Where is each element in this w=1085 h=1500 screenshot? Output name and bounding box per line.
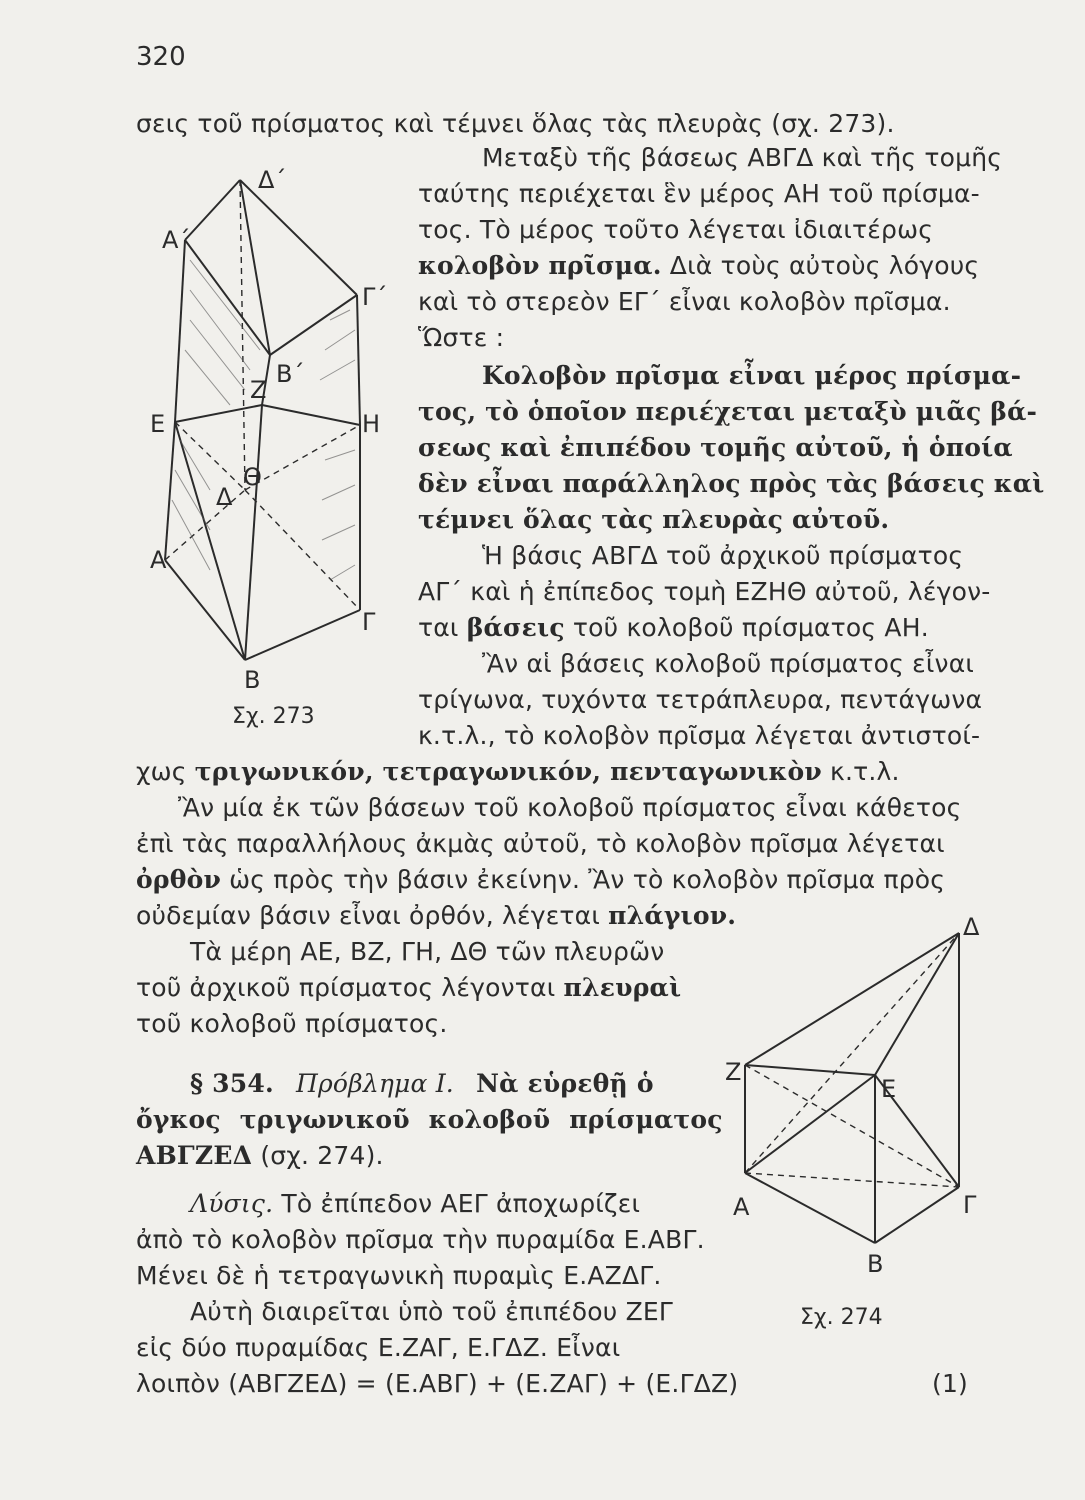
para3-line-2: τρίγωνα, τυχόντα τετράπλευρα, πεντάγωνα bbox=[418, 685, 983, 714]
section-number: § 354. bbox=[190, 1069, 274, 1098]
para3-line-4-a: χως bbox=[136, 757, 195, 786]
text-line-3: ταύτης περιέχεται ἓν μέρος ΑΗ τοῦ πρίσμα- bbox=[418, 179, 980, 208]
definition-line-1: Κολοβὸν πρῖσμα εἶναι μέρος πρίσμα- bbox=[482, 361, 1022, 390]
fig273-label-Z: Ζ bbox=[250, 376, 267, 404]
fig-ref: (σχ. 274). bbox=[252, 1141, 384, 1170]
fig273-label-Th: Θ bbox=[243, 463, 262, 491]
fig274-label-E: Ε bbox=[881, 1075, 897, 1103]
fig273-label-G: Γ bbox=[362, 608, 376, 636]
text-line-1: σεις τοῦ πρίσματος καὶ τέμνει ὅλας τὰς πλευρὰς (σχ. 273). bbox=[136, 109, 895, 138]
page-number: 320 bbox=[136, 42, 186, 72]
para4-line-4 bbox=[136, 900, 736, 932]
para2-line-3-a: ται bbox=[418, 613, 467, 642]
fig274-label-B: Β bbox=[867, 1250, 884, 1278]
definition-line-5: τέμνει ὅλας τὰς πλευρὰς αὐτοῦ. bbox=[418, 505, 890, 534]
para4-line-1: Ἂν μία ἐκ τῶν βάσεων τοῦ κολοβοῦ πρίσματος εἶναι κάθετος bbox=[178, 793, 962, 822]
para5-line-2 bbox=[136, 972, 681, 1004]
para3-line-1: Ἂν αἱ βάσεις κολοβοῦ πρίσματος εἶναι bbox=[482, 649, 975, 678]
text-line-2: Μεταξὺ τῆς βάσεως ΑΒΓΔ καὶ τῆς τομῆς bbox=[482, 143, 1003, 172]
term-kolovon-prisma: κολοβὸν πρῖσμα. bbox=[418, 251, 662, 280]
fig273-label-G1: Γ΄ bbox=[362, 283, 388, 311]
solution-line-5: εἰς δύο πυραμίδας Ε.ΖΑΓ, Ε.ΓΔΖ. Εἶναι bbox=[136, 1333, 621, 1362]
solution-line-3: Μένει δὲ ἡ τετραγωνικὴ πυραμὶς Ε.ΑΖΔΓ. bbox=[136, 1261, 662, 1290]
fig273-label-D: Δ bbox=[216, 483, 233, 511]
fig273-label-A: Α bbox=[150, 546, 167, 574]
figure-273 bbox=[150, 160, 388, 740]
text-line-4: τος. Τὸ μέρος τοῦτο λέγεται ἰδιαιτέρως bbox=[418, 215, 934, 244]
para4-line-3-rest: ὡς πρὸς τὴν βάσιν ἐκείνην. Ἂν τὸ κολοβὸν πρῖσμα πρὸς bbox=[221, 865, 946, 894]
para2-line-1: Ἡ βάσις ΑΒΓΔ τοῦ ἀρχικοῦ πρίσματος bbox=[482, 541, 964, 570]
solution-label: Λύσις. bbox=[190, 1189, 274, 1218]
fig274-label-D: Δ bbox=[963, 913, 980, 941]
para5-line-2-a: τοῦ ἀρχικοῦ πρίσματος λέγονται bbox=[136, 973, 564, 1002]
definition-line-2: τος, τὸ ὁποῖον περιέχεται μεταξὺ μιᾶς βά- bbox=[418, 397, 1038, 426]
fig274-label-A: Α bbox=[733, 1193, 750, 1221]
solution-line-4: Αὐτὴ διαιρεῖται ὑπὸ τοῦ ἐπιπέδου ΖΕΓ bbox=[190, 1297, 674, 1326]
para4-line-2: ἐπὶ τὰς παραλλήλους ἀκμὰς αὐτοῦ, τὸ κολοβὸν πρῖσμα λέγεται bbox=[136, 829, 945, 858]
text-line-6: καὶ τὸ στερεὸν ΕΓ΄ εἶναι κολοβὸν πρῖσμα. bbox=[418, 287, 951, 316]
fig274-label-G: Γ bbox=[963, 1191, 977, 1219]
para2-line-3 bbox=[418, 612, 929, 644]
para2-line-2: ΑΓ΄ καὶ ἡ ἐπίπεδος τομὴ ΕΖΗΘ αὐτοῦ, λέγον- bbox=[418, 577, 991, 606]
fig273-label-E: Ε bbox=[150, 410, 166, 438]
solution-line-2: ἀπὸ τὸ κολοβὸν πρῖσμα τὴν πυραμίδα Ε.ΑΒΓ. bbox=[136, 1225, 705, 1254]
section-354-line-2: ὄγκος τριγωνικοῦ κολοβοῦ πρίσματος bbox=[136, 1105, 723, 1134]
solution-line-1-rest: Τὸ ἐπίπεδον ΑΕΓ ἀποχωρίζει bbox=[273, 1189, 641, 1218]
fig273-label-H: Η bbox=[362, 410, 381, 438]
problem-label: Πρόβλημα Ι. bbox=[296, 1069, 454, 1098]
section-354-line-3 bbox=[136, 1140, 384, 1172]
section-354-line-1 bbox=[190, 1068, 654, 1100]
term-vaseis: βάσεις bbox=[466, 613, 565, 642]
para2-line-3-c: τοῦ κολοβοῦ πρίσματος ΑΗ. bbox=[564, 613, 929, 642]
term-plevrai: πλευραὶ bbox=[563, 973, 682, 1002]
fig273-label-D1: Δ΄ bbox=[258, 166, 287, 194]
figure-274 bbox=[725, 915, 995, 1305]
fig273-label-B: Β bbox=[244, 666, 261, 694]
para4-line-3 bbox=[136, 864, 945, 896]
text-line-5-rest: Διὰ τοὺς αὐτοὺς λόγους bbox=[661, 251, 980, 280]
fig273-caption: Σχ. 273 bbox=[232, 704, 315, 729]
para5-line-3: τοῦ κολοβοῦ πρίσματος. bbox=[136, 1009, 448, 1038]
solution-line-6: λοιπὸν (ΑΒΓΖΕΔ) = (Ε.ΑΒΓ) + (Ε.ΖΑΓ) + (Ε.ΓΔΖ) bbox=[136, 1369, 739, 1398]
term-plagion: πλάγιον. bbox=[608, 901, 737, 930]
para3-line-4 bbox=[136, 756, 900, 788]
term-orthon: ὀρθὸν bbox=[136, 865, 221, 894]
para3-line-4-c: κ.τ.λ. bbox=[821, 757, 900, 786]
solution-line-1 bbox=[190, 1188, 640, 1220]
solid-name: ΑΒΓΖΕΔ bbox=[136, 1141, 253, 1170]
para4-line-4-a: οὐδεμίαν βάσιν εἶναι ὀρθόν, λέγεται bbox=[136, 901, 609, 930]
para3-line-3: κ.τ.λ., τὸ κολοβὸν πρῖσμα λέγεται ἀντιστοί- bbox=[418, 721, 981, 750]
definition-line-4: δὲν εἶναι παράλληλος πρὸς τὰς βάσεις καὶ bbox=[418, 469, 1045, 498]
para5-line-1: Τὰ μέρη ΑΕ, ΒΖ, ΓΗ, ΔΘ τῶν πλευρῶν bbox=[190, 937, 665, 966]
equation-number: (1) bbox=[932, 1369, 969, 1398]
definition-line-3: σεως καὶ ἐπιπέδου τομῆς αὐτοῦ, ἡ ὁποία bbox=[418, 433, 1013, 462]
term-trigoniko: τριγωνικόν, τετραγωνικόν, πενταγωνικὸν bbox=[194, 757, 822, 786]
fig274-caption: Σχ. 274 bbox=[800, 1305, 883, 1330]
fig273-label-A1: Α΄ bbox=[162, 226, 191, 254]
fig273-label-B1: Β΄ bbox=[276, 360, 305, 388]
fig274-label-Z: Ζ bbox=[725, 1058, 742, 1086]
text-line-7: Ὥστε : bbox=[418, 323, 505, 352]
text-line-5 bbox=[418, 250, 979, 282]
problem-statement-a: Νὰ εὑρεθῇ ὁ bbox=[476, 1069, 654, 1098]
